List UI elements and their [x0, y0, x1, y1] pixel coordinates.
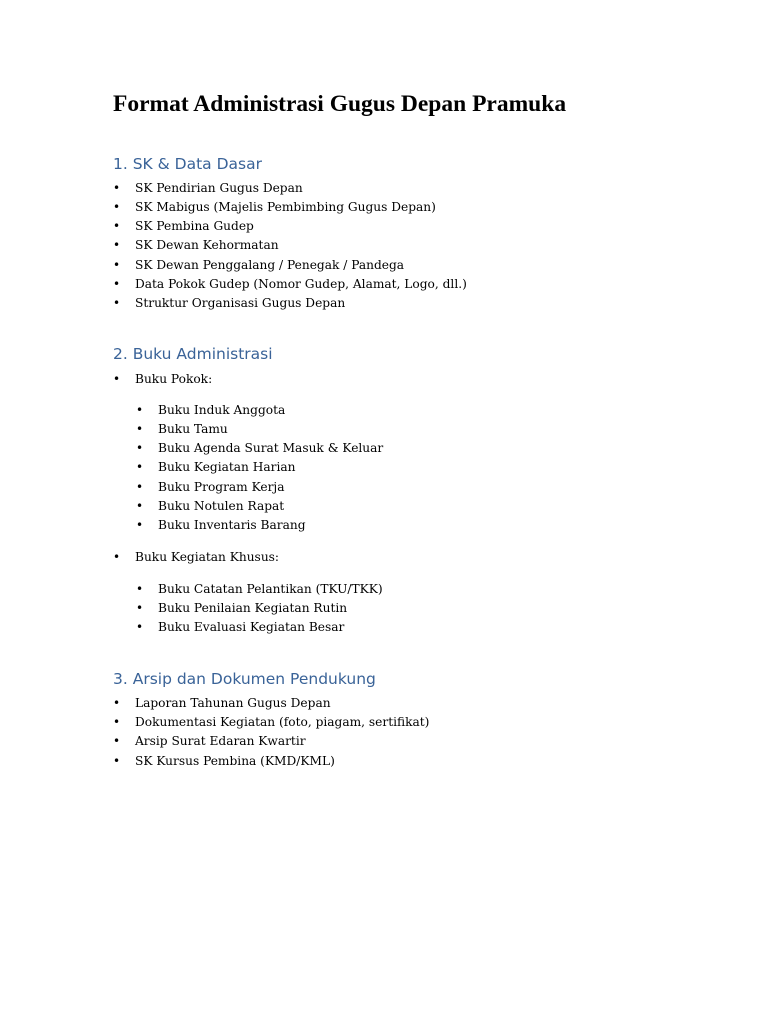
list-item-text: SK Pendirian Gugus Depan — [135, 181, 303, 195]
list-item-text: Buku Notulen Rapat — [158, 499, 285, 513]
bullet-icon: • — [113, 277, 121, 291]
section-heading-sk-data-dasar: 1. SK & Data Dasar — [113, 155, 262, 173]
bullet-icon: • — [113, 696, 121, 710]
bullet-icon: • — [113, 238, 121, 252]
list-item-text: Buku Evaluasi Kegiatan Besar — [158, 620, 345, 634]
bullet-icon: • — [113, 219, 121, 233]
bullet-icon: • — [136, 518, 144, 532]
list-item-text: Struktur Organisasi Gugus Depan — [135, 296, 346, 310]
list-item-text: SK Pembina Gudep — [135, 219, 254, 233]
bullet-icon: • — [113, 550, 121, 564]
list-item-text: Buku Tamu — [158, 422, 228, 436]
list-item-text: Buku Program Kerja — [158, 480, 285, 494]
list-item-text: Laporan Tahunan Gugus Depan — [135, 696, 331, 710]
bullet-icon: • — [113, 372, 121, 386]
list-item-text: SK Dewan Penggalang / Penegak / Pandega — [135, 258, 405, 272]
list-item-text: Buku Pokok: — [135, 372, 213, 386]
bullet-icon: • — [136, 460, 144, 474]
list-item-text: Buku Catatan Pelantikan (TKU/TKK) — [158, 582, 383, 596]
bullet-icon: • — [113, 200, 121, 214]
bullet-icon: • — [136, 601, 144, 615]
list-item-text: Buku Kegiatan Khusus: — [135, 550, 280, 564]
list-item-text: Data Pokok Gudep (Nomor Gudep, Alamat, Logo, dll.) — [135, 277, 467, 291]
list-item-text: Buku Agenda Surat Masuk & Keluar — [158, 441, 384, 455]
bullet-icon: • — [136, 582, 144, 596]
bullet-icon: • — [113, 181, 121, 195]
section-heading-buku-administrasi: 2. Buku Administrasi — [113, 345, 273, 363]
bullet-icon: • — [136, 403, 144, 417]
document-title: Format Administrasi Gugus Depan Pramuka — [113, 91, 567, 117]
bullet-icon: • — [136, 499, 144, 513]
bullet-icon: • — [113, 258, 121, 272]
list-item-text: Dokumentasi Kegiatan (foto, piagam, sertifikat) — [135, 715, 430, 729]
bullet-icon: • — [136, 480, 144, 494]
list-item-text: Buku Kegiatan Harian — [158, 460, 296, 474]
list-item-text: Buku Induk Anggota — [158, 403, 286, 417]
list-item-text: SK Mabigus (Majelis Pembimbing Gugus Depan) — [135, 200, 436, 214]
bullet-icon: • — [113, 715, 121, 729]
list-item-text: Buku Penilaian Kegiatan Rutin — [158, 601, 348, 615]
bullet-icon: • — [136, 620, 144, 634]
bullet-icon: • — [113, 754, 121, 768]
list-item-text: SK Dewan Kehormatan — [135, 238, 279, 252]
bullet-icon: • — [136, 441, 144, 455]
list-item-text: Buku Inventaris Barang — [158, 518, 306, 532]
section-heading-arsip-dokumen: 3. Arsip dan Dokumen Pendukung — [113, 670, 376, 688]
bullet-icon: • — [113, 734, 121, 748]
list-item-text: Arsip Surat Edaran Kwartir — [135, 734, 306, 748]
bullet-icon: • — [113, 296, 121, 310]
list-item-text: SK Kursus Pembina (KMD/KML) — [135, 754, 335, 768]
bullet-icon: • — [136, 422, 144, 436]
